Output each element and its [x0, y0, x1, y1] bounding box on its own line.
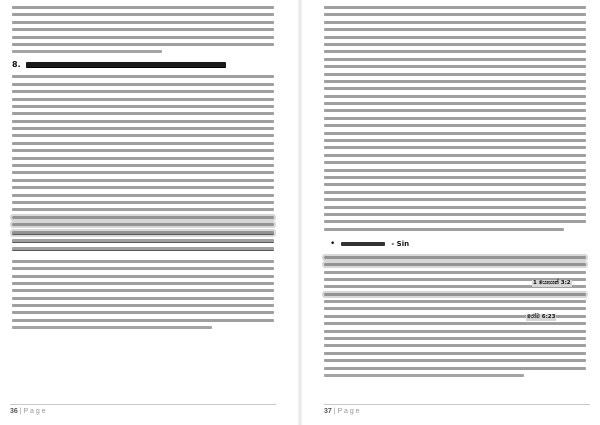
text-line	[324, 87, 586, 90]
underlined-line	[12, 239, 274, 243]
text-line	[324, 183, 586, 186]
text-line	[12, 304, 274, 307]
text-line	[324, 352, 586, 355]
text-line	[324, 367, 586, 370]
text-line	[324, 220, 586, 223]
text-line	[324, 28, 586, 31]
text-line	[324, 13, 586, 16]
text-line	[12, 149, 274, 152]
sin-heading-suffix: - Sin	[391, 240, 410, 249]
text-line	[324, 102, 586, 105]
text-line	[12, 208, 274, 211]
text-line	[12, 90, 274, 93]
underlined-line	[12, 247, 274, 251]
text-line	[324, 213, 586, 216]
text-line	[12, 289, 274, 292]
text-line	[324, 154, 586, 157]
text-line	[324, 307, 586, 310]
text-line	[324, 191, 586, 194]
left-footer-page-word: P a g e	[23, 408, 46, 415]
left-page	[0, 0, 286, 425]
text-line	[324, 58, 586, 61]
text-line	[12, 127, 274, 130]
reference-1: 1 යොහාන් 3:2	[533, 280, 571, 286]
text-line	[324, 109, 586, 112]
text-line	[12, 50, 162, 53]
text-line	[324, 80, 586, 83]
left-page-number: 36	[10, 408, 18, 415]
text-line	[324, 271, 586, 274]
text-line	[324, 176, 586, 179]
text-line	[12, 186, 274, 189]
text-line	[324, 374, 524, 377]
text-line	[12, 164, 274, 167]
text-line	[324, 21, 586, 24]
text-line	[12, 13, 274, 16]
right-page-number: 37	[324, 408, 332, 415]
text-line	[324, 169, 586, 172]
text-line	[324, 6, 586, 9]
text-line	[12, 171, 274, 174]
sin-bullet-heading	[330, 239, 588, 250]
text-line	[324, 50, 586, 53]
left-text-block-bottom	[12, 75, 276, 329]
text-line	[324, 330, 586, 333]
text-line	[12, 267, 274, 270]
text-line	[324, 36, 586, 39]
text-line	[12, 194, 274, 197]
text-line	[12, 157, 274, 160]
text-line	[12, 98, 274, 101]
text-line	[12, 43, 274, 46]
text-line	[324, 322, 586, 325]
right-page	[314, 0, 600, 425]
highlighted-line	[12, 231, 274, 235]
text-line	[12, 282, 274, 285]
left-text-block-top	[12, 6, 276, 53]
text-line	[324, 161, 586, 164]
text-line	[12, 179, 274, 182]
text-line	[12, 83, 274, 86]
text-line	[324, 198, 586, 201]
text-line	[324, 146, 586, 149]
text-line	[12, 105, 274, 108]
section-number: 8.	[12, 60, 21, 70]
text-line	[324, 43, 586, 46]
text-line	[324, 139, 586, 142]
right-footer-page-word: P a g e	[337, 408, 360, 415]
text-line	[324, 344, 586, 347]
text-line	[324, 95, 586, 98]
text-line	[12, 28, 274, 31]
text-line	[324, 132, 586, 135]
text-line	[12, 6, 274, 9]
text-line	[12, 311, 274, 314]
section-heading-text	[26, 62, 226, 68]
right-text-block-top	[324, 6, 588, 231]
text-line	[12, 142, 274, 145]
bullet-icon: •	[330, 238, 336, 249]
right-page-footer: 37 | P a g e	[324, 404, 590, 415]
highlighted-line	[324, 256, 586, 259]
highlighted-line	[12, 216, 274, 219]
text-line	[12, 75, 274, 78]
text-line	[12, 134, 274, 137]
text-line	[12, 319, 274, 322]
section-heading	[12, 59, 276, 70]
left-page-footer: 36 | P a g e	[10, 404, 276, 415]
text-line	[12, 112, 274, 115]
text-line	[324, 337, 586, 340]
text-line	[12, 326, 212, 329]
text-line	[12, 297, 274, 300]
highlighted-line	[324, 263, 586, 266]
text-line	[12, 21, 274, 24]
text-line	[324, 206, 586, 209]
text-line	[12, 260, 274, 263]
highlighted-line	[12, 223, 274, 226]
text-line	[324, 300, 586, 303]
text-line	[12, 36, 274, 39]
book-gutter	[298, 0, 302, 425]
text-line	[324, 65, 586, 68]
text-line	[324, 124, 586, 127]
text-line	[12, 275, 274, 278]
sin-heading-text	[341, 242, 385, 246]
text-line	[324, 117, 586, 120]
text-line	[12, 201, 274, 204]
text-line	[324, 359, 586, 362]
reference-2: රෝම 6:23	[527, 314, 556, 320]
highlighted-line	[324, 293, 586, 296]
text-line	[324, 73, 586, 76]
text-line	[12, 120, 274, 123]
text-line	[324, 228, 564, 231]
